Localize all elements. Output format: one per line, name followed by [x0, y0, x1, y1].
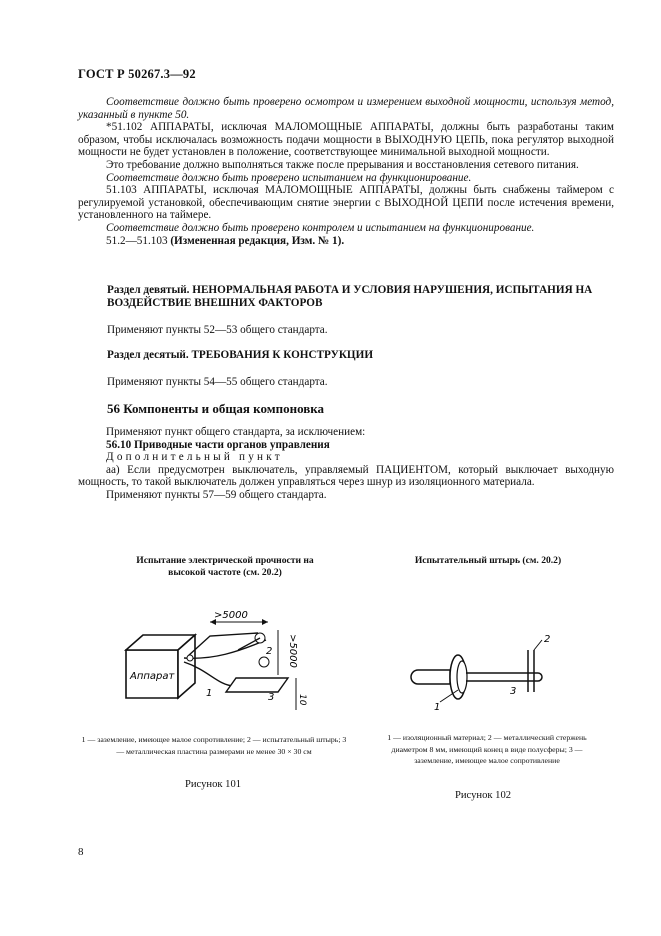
connector	[187, 655, 193, 661]
clause-51-102: *51.102 АППАРАТЫ, исключая МАЛОМОЩНЫЕ АППАРАТЫ, должны быть разработаны таким образом, чтобы исключалась возможность подачи мощности в ВЫХОДНУЮ ЦЕПЬ, пока регулятор выходной мощности не будет установлен в положение, соответствующее минимальной выходной мощности.	[78, 121, 614, 159]
clause-aa: аа) Если предусмотрен выключатель, управляемый ПАЦИЕНТОМ, который выключает выходную мощность, то такой выключатель должен управляться через шнур из изоляционного материала.	[78, 463, 614, 489]
insulating-handle	[411, 670, 450, 684]
callout-2: 2	[544, 634, 551, 645]
leader-line	[534, 640, 542, 650]
callout-3: 3	[510, 686, 517, 697]
callout-1: 1	[206, 688, 213, 699]
section-10-title: Раздел десятый. ТРЕБОВАНИЯ К КОНСТРУКЦИИ	[107, 349, 374, 361]
compliance-note: Соответствие должно быть проверено осмотром и измерением выходной мощности, используя метод, указанный в пункте 50.	[78, 96, 614, 121]
section-9-text: Применяют пункты 52—53 общего стандарта.	[107, 324, 328, 336]
figure-102-caption: 1 — изоляционный материал; 2 — металлический стержень диаметром 8 мм, имеющий конец в виде полусферы; 3 — заземление, имеющее малое сопротивление	[387, 733, 587, 765]
figure-101-drawing	[118, 600, 318, 720]
dimension-vertical: >5000	[287, 634, 298, 668]
page-number: 8	[78, 846, 84, 858]
callout-1: 1	[434, 702, 441, 710]
figure-101-caption: 1 — заземление, имеющее малое сопротивление; 2 — испытательный штырь; 3 — металлическая пластина размерами не менее 30 × 30 см	[81, 735, 347, 756]
clause-56-block	[78, 426, 614, 502]
additional-clause-label: Дополнительный пункт	[106, 451, 283, 464]
figure-102-label: Рисунок 102	[455, 790, 512, 801]
section-10-text: Применяют пункты 54—55 общего стандарта.	[107, 376, 328, 388]
apparatus-label: Аппарат	[130, 671, 175, 682]
dimension-horizontal: >5000	[214, 610, 248, 621]
figure-102-title: Испытательный штырь (см. 20.2)	[414, 555, 562, 566]
section-9-title: Раздел девятый. НЕНОРМАЛЬНАЯ РАБОТА И УСЛОВИЯ НАРУШЕНИЯ, ИСПЫТАНИЯ НА ВОЗДЕЙСТВИЕ ВНЕШНИХ ФАКТОРОВ	[107, 284, 593, 310]
compliance-note: Соответствие должно быть проверено контролем и испытанием на функционирование.	[106, 221, 535, 234]
figure-102-drawing	[410, 630, 570, 710]
clause-51-102-continued: Это требование должно выполняться также после прерывания и восстановления сетевого питания.	[106, 158, 579, 171]
compliance-note: Соответствие должно быть проверено испытанием на функционирование.	[106, 171, 472, 184]
clause-56-intro: Применяют пункт общего стандарта, за исключением:	[106, 426, 366, 438]
amendment-note: 51.2—51.103 (Измененная редакция, Изм. № 1).	[106, 234, 345, 247]
figure-101-label: Рисунок 101	[185, 779, 242, 790]
clause-56-10-heading: 56.10 Приводные части органов управления	[106, 438, 330, 451]
test-pin-head	[259, 657, 269, 667]
metal-plate	[226, 678, 288, 692]
arrow	[262, 619, 268, 625]
figure-101-title: Испытание электрической прочности на высокой частоте (см. 20.2)	[136, 555, 314, 578]
guard-disc-inner	[457, 661, 467, 693]
clause-51-block	[78, 96, 614, 247]
callout-3: 3	[268, 692, 275, 703]
clause-56-heading: 56 Компоненты и общая компоновка	[107, 401, 325, 416]
clause-51-103: 51.103 АППАРАТЫ, исключая МАЛОМОЩНЫЕ АППАРАТЫ, должны быть снабжены таймером с регулируемой установкой, обеспечивающим снятие энергии с ВЫХОДНОЙ ЦЕПИ после истечения времени, установленного на таймере.	[78, 184, 614, 222]
clause-56-after: Применяют пункты 57—59 общего стандарта.	[106, 488, 327, 501]
document-header: ГОСТ Р 50267.3—92	[78, 67, 196, 81]
dimension-small: 10	[297, 694, 307, 706]
callout-2: 2	[266, 646, 273, 657]
rod-tip	[538, 673, 542, 681]
